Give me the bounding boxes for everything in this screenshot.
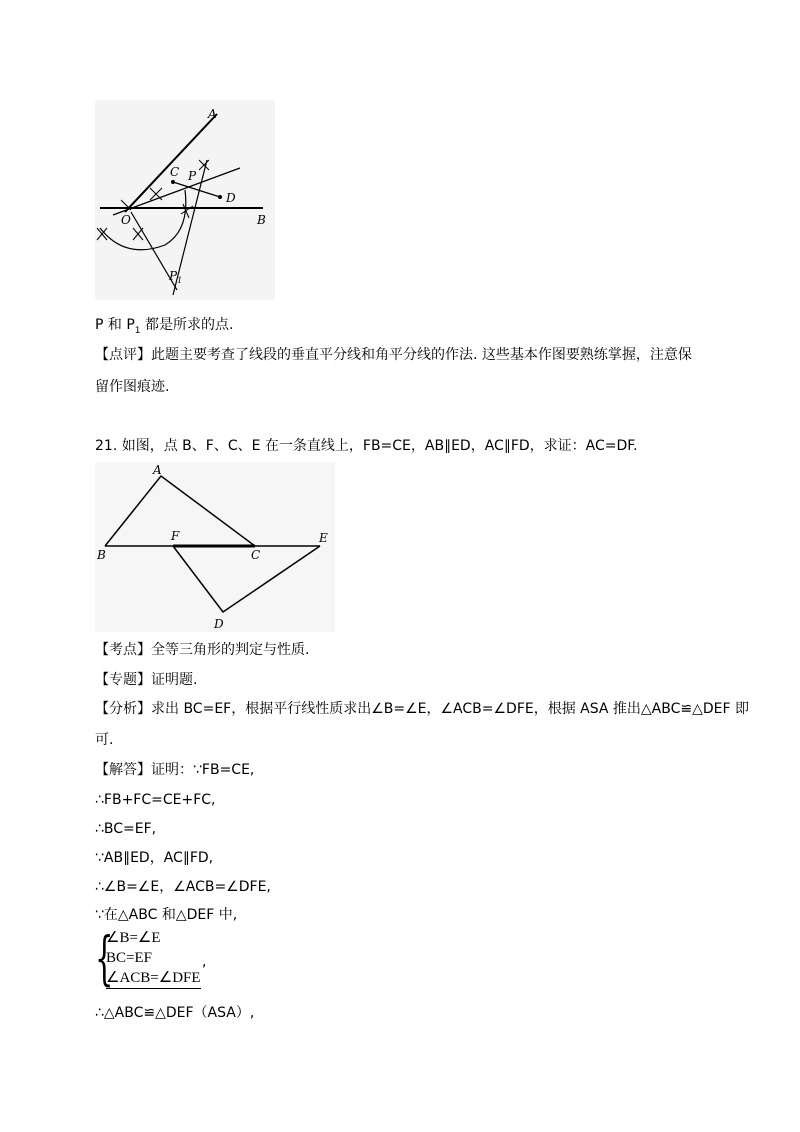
zhuanti: 【专题】证明题. — [95, 672, 198, 688]
label-c: C — [170, 165, 180, 179]
system-eq-1: ∠B=∠E — [106, 930, 161, 946]
label-o: O — [121, 213, 131, 227]
comment-line-1: 【点评】此题主要考查了线段的垂直平分线和角平分线的作法. 这些基本作图要熟练掌握，注意保 — [95, 347, 692, 363]
proof-step-4: ∴∠B=∠E，∠ACB=∠DFE, — [95, 879, 271, 895]
proof-step-1: ∴FB+FC=CE+FC, — [95, 792, 216, 808]
equation-system — [95, 924, 207, 992]
label-c: C — [251, 548, 261, 562]
question-21: 21. 如图，点 B、F、C、E 在一条直线上，FB=CE，AB∥ED，AC∥FD，求证：AC=DF. — [95, 438, 638, 454]
label-d: D — [226, 191, 236, 205]
fenxi-line-2: 可. — [95, 732, 114, 748]
label-a: A — [208, 107, 217, 121]
label-f: F — [171, 529, 180, 543]
comment-line-2: 留作图痕迹. — [95, 379, 170, 395]
system-comma: , — [202, 954, 207, 970]
proof-step-3: ∵AB∥ED，AC∥FD, — [95, 850, 214, 866]
jieda: 【解答】证明：∵FB=CE, — [95, 762, 255, 778]
proof-step-2: ∴BC=EF, — [95, 821, 157, 837]
triangle-figure — [95, 462, 335, 632]
label-d: D — [214, 617, 224, 631]
conclusion: ∴△ABC≌△DEF（ASA）, — [95, 1005, 255, 1021]
label-b: B — [97, 548, 106, 562]
system-eq-2: BC=EF — [106, 950, 152, 966]
label-b: B — [257, 213, 266, 227]
label-p: P — [188, 169, 197, 183]
label-a: A — [153, 463, 162, 477]
answer-points-line: P 和 $P_1$ 都是所求的点. — [95, 317, 234, 336]
construction-figure — [95, 100, 275, 300]
fenxi-line-1: 【分析】求出 BC=EF，根据平行线性质求出∠B=∠E，∠ACB=∠DFE，根据 ASA 推出△ABC≌△DEF 即 — [95, 701, 750, 717]
label-e: E — [319, 531, 328, 545]
proof-step-5: ∵在△ABC 和△DEF 中, — [95, 907, 238, 923]
kaodian: 【考点】全等三角形的判定与性质. — [95, 642, 310, 658]
label-p1: $P_1$ — [169, 269, 183, 285]
brace: { — [95, 924, 114, 992]
system-eq-3: ∠ACB=∠DFE — [106, 969, 201, 989]
